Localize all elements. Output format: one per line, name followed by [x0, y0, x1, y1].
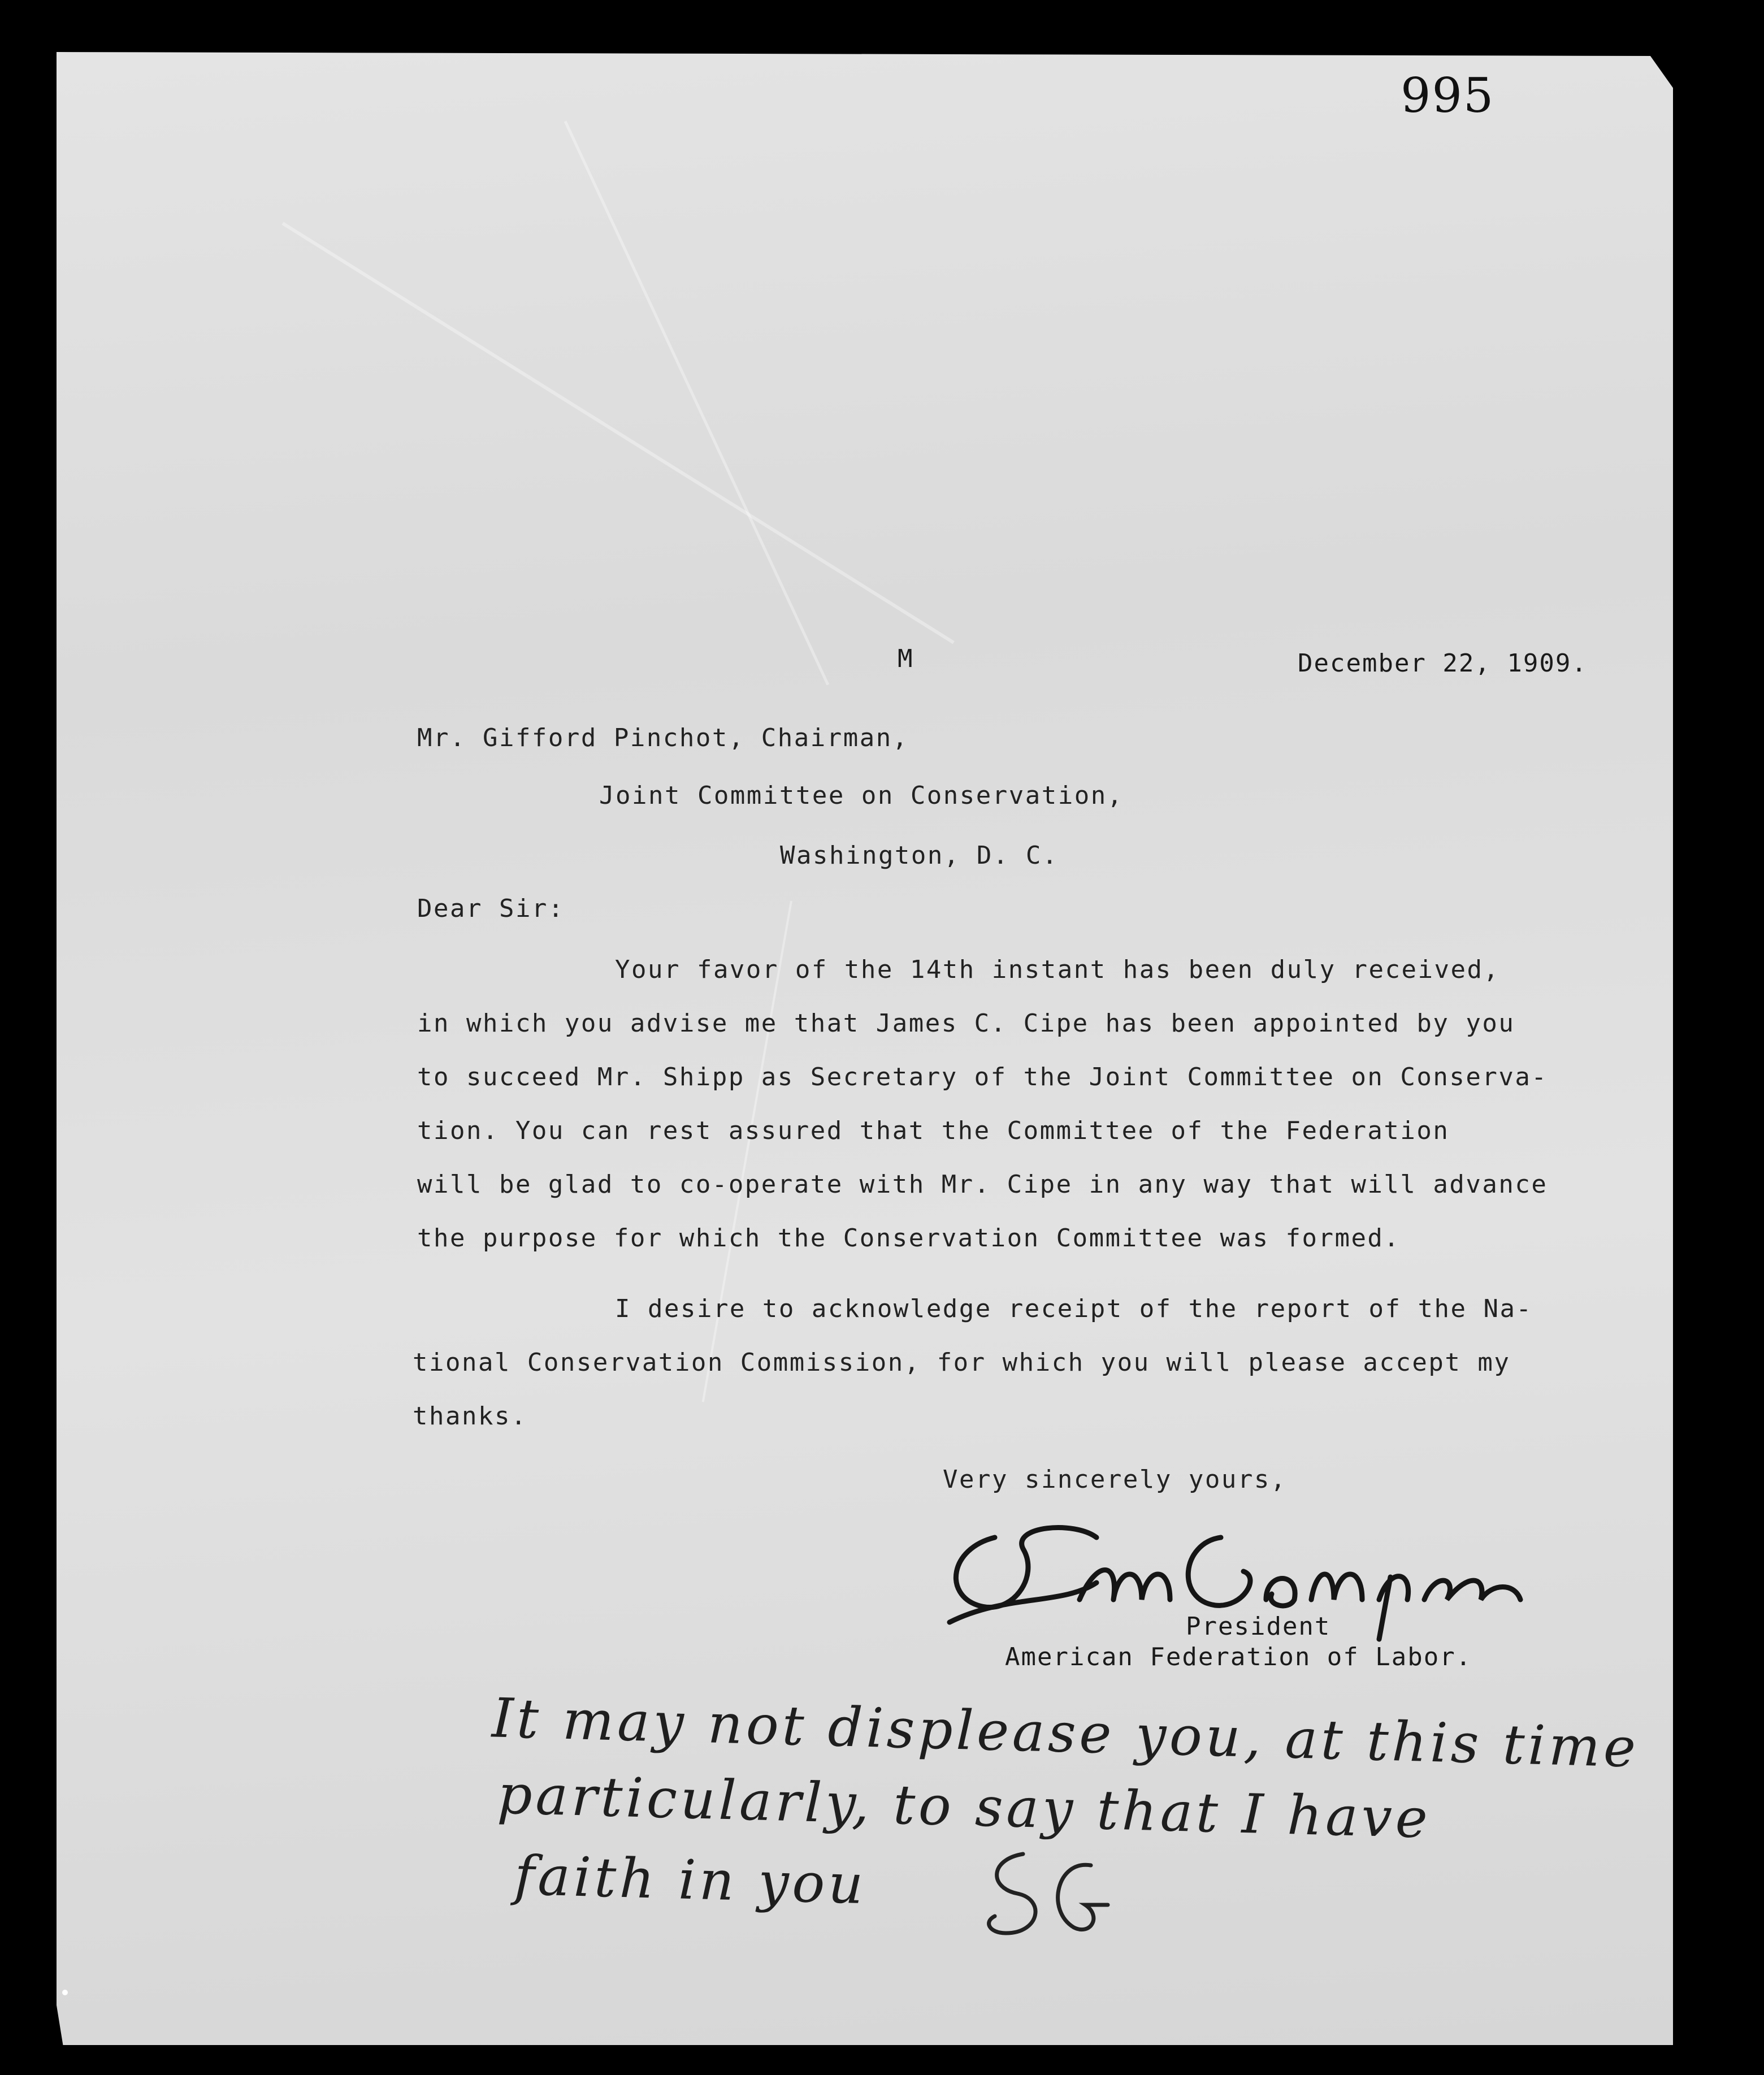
signer-title: President — [1186, 1612, 1331, 1641]
page-number: 995 — [1401, 68, 1495, 123]
handwritten-note-line: It may not displease you, at this time — [491, 1686, 1640, 1780]
body-line: tional Conservation Commission, for which you will please accept my — [413, 1348, 1511, 1377]
body-line: I desire to acknowledge receipt of the report of the Na- — [615, 1294, 1533, 1323]
body-line: will be glad to co-operate with Mr. Cipe in any way that will advance — [417, 1170, 1548, 1199]
closing: Very sincerely yours, — [943, 1465, 1287, 1494]
handwritten-initials — [972, 1843, 1119, 1950]
address-line: Joint Committee on Conservation, — [599, 781, 1124, 810]
scan-speck — [62, 1990, 68, 1995]
paper-crease — [281, 222, 954, 644]
body-line: to succeed Mr. Shipp as Secretary of the Joint Committee on Conserva- — [417, 1063, 1548, 1091]
address-line: Washington, D. C. — [780, 841, 1059, 870]
body-line: in which you advise me that James C. Cipe has been appointed by you — [417, 1009, 1515, 1038]
letter-date: December 22, 1909. — [1298, 649, 1588, 678]
salutation: Dear Sir: — [417, 894, 565, 923]
body-line: thanks. — [413, 1402, 527, 1431]
handwritten-note-line: faith in you — [513, 1843, 868, 1917]
body-line: tion. You can rest assured that the Committee of the Federation — [417, 1116, 1450, 1145]
paper-crease — [564, 120, 829, 685]
organization: American Federation of Labor. — [1005, 1643, 1472, 1671]
handwritten-note-line: particularly, to say that I have — [496, 1762, 1432, 1851]
body-line: the purpose for which the Conservation Committee was formed. — [417, 1224, 1401, 1253]
body-line: Your favor of the 14th instant has been duly received, — [615, 955, 1500, 984]
typist-initial: M — [898, 644, 914, 673]
address-line: Mr. Gifford Pinchot, Chairman, — [417, 724, 909, 752]
